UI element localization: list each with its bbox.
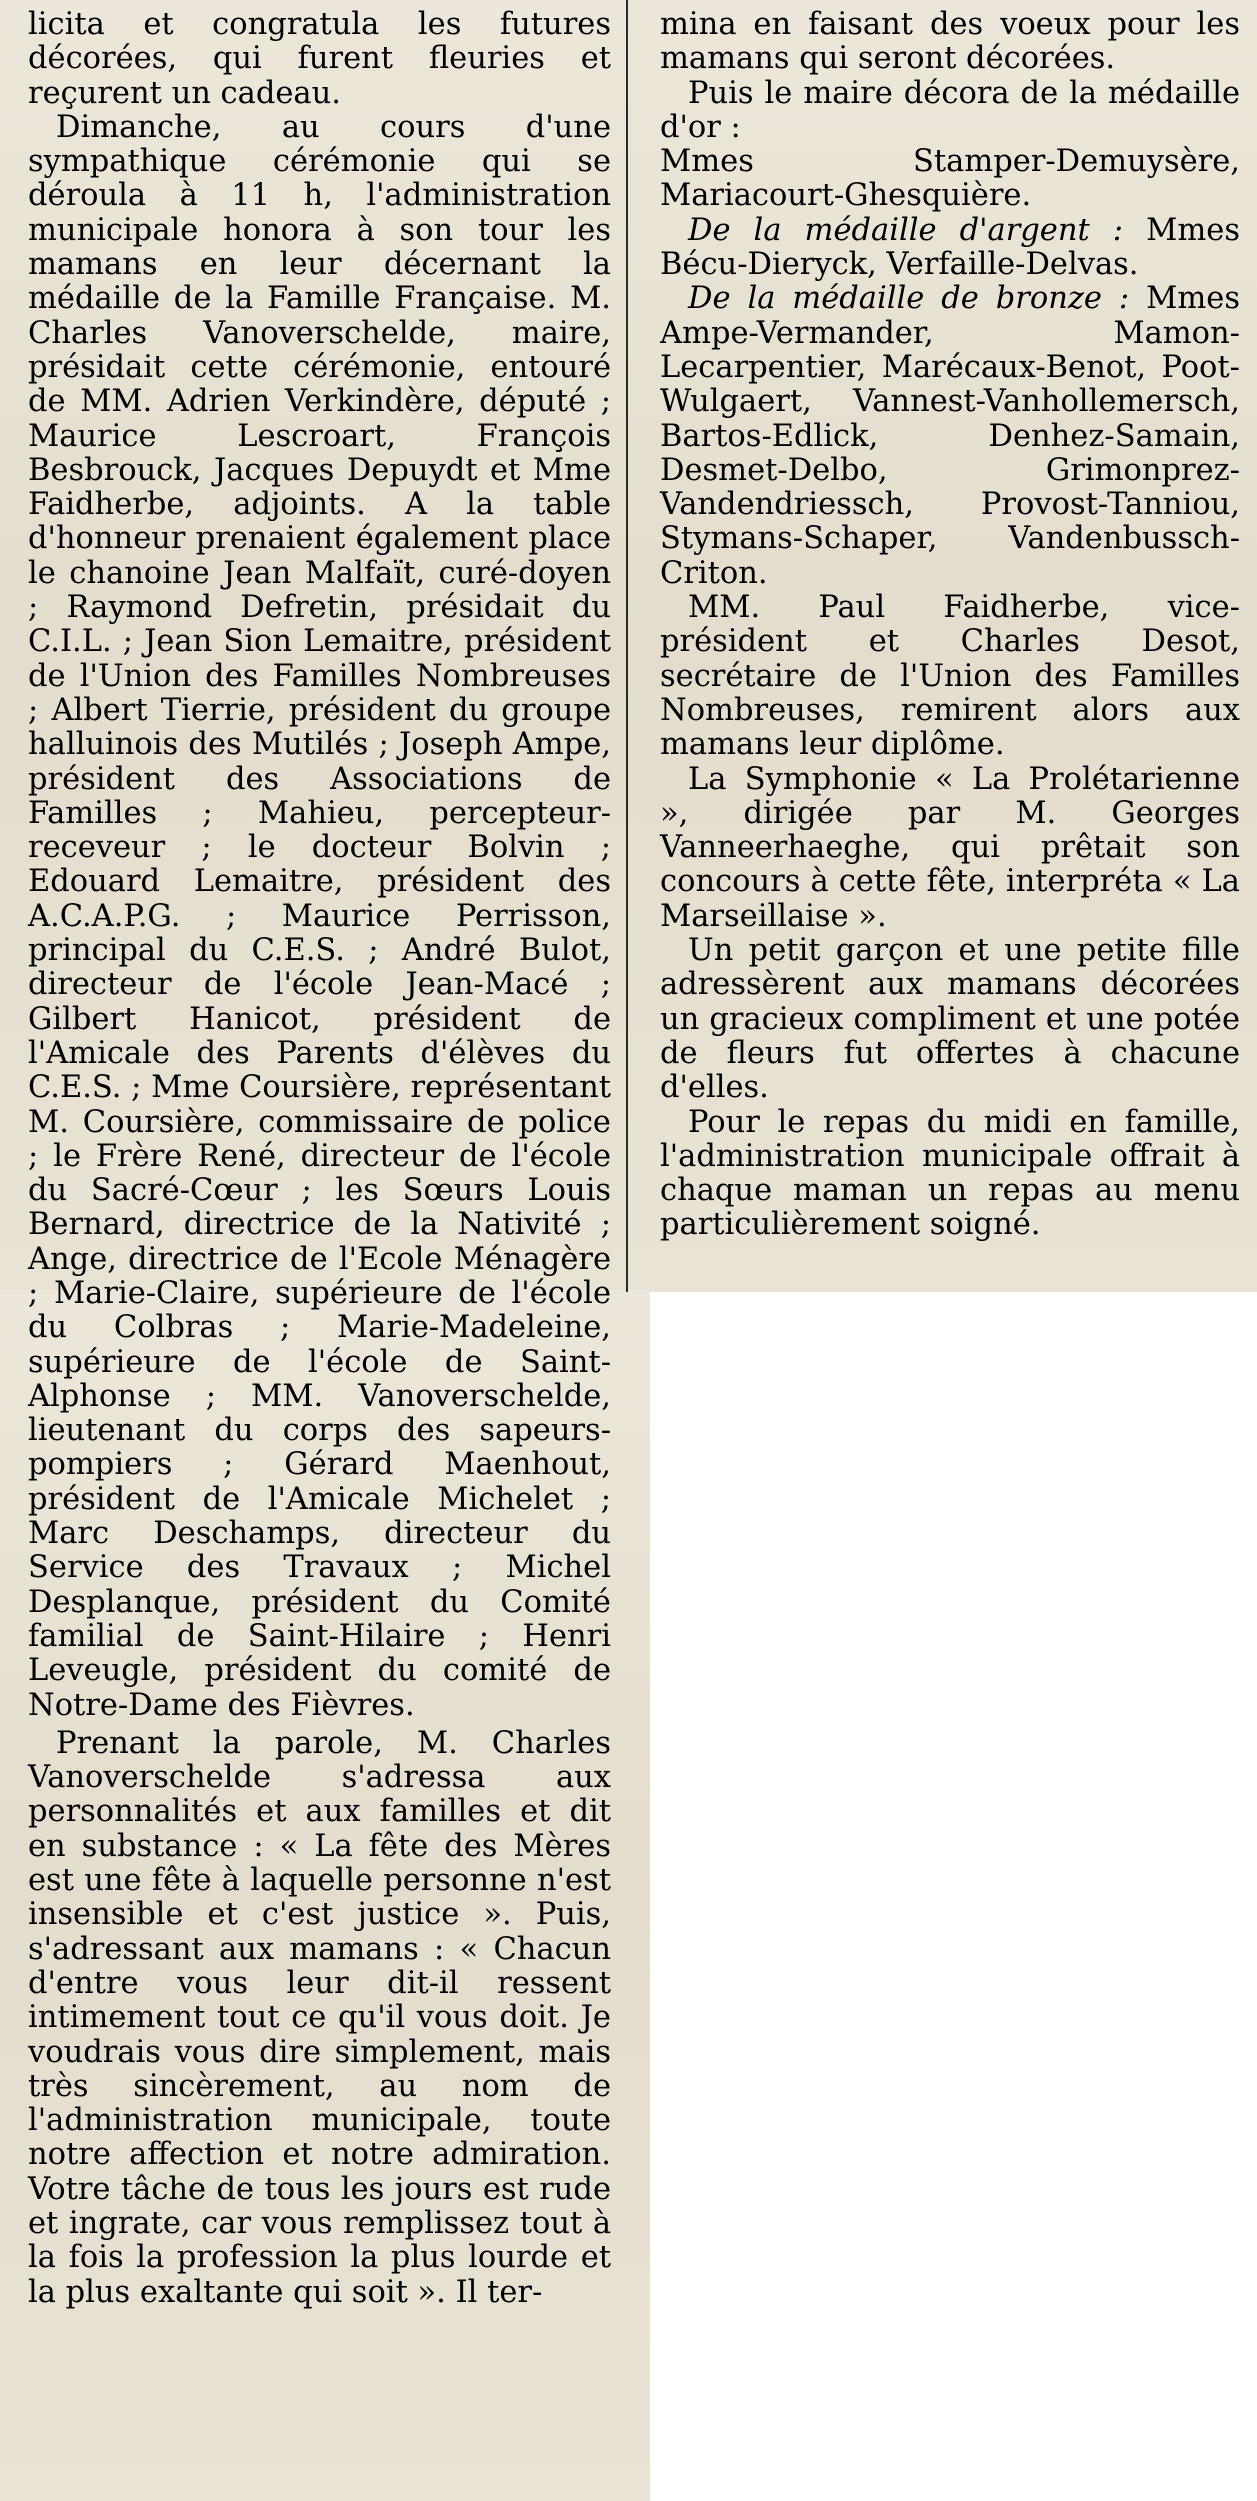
right-paragraph-1: mina en faisant des voeux pour les mamans qui seront décorées. (660, 7, 1240, 77)
column-divider (626, 0, 628, 1292)
left-column (28, 8, 611, 2310)
right-paragraph-4 (660, 214, 1240, 283)
left-paragraph-2: Dimanche, au cours d'une sympathique cérémonie qui se déroula à 11 h, l'administration municipale honora à son tour les mamans en leur décernant la médaille de la Famille Française. M. Charles Vanoverschelde, maire, présidait cette cérémonie, entouré de MM. Adrien Verkindère, député ; Maurice Lescroart, François Besbrouck, Jacques Depuydt et Mme Faidherbe, adjoints. A la table d'honneur prenaient également place le chanoine Jean Malfaït, curé-doyen ; Raymond Defretin, présidait du C.I.L. ; Jean Sion Lemaitre, président de l'Union des Familles Nombreuses ; Albert Tierrie, président du groupe halluinois des Mutilés ; Joseph Ampe, président des Associations de Familles ; Mahieu, percepteur-receveur ; le docteur Bolvin ; Edouard Lemaitre, président des A.C.A.P.G. ; Maurice Perrisson, principal du C.E.S. ; André Bulot, directeur de l'école Jean-Macé ; Gilbert Hanicot, président de l'Amicale des Parents d'élèves du C.E.S. ; Mme Coursière, représentant M. Coursière, commissaire de police ; le Frère René, directeur de l'école du Sacré-Cœur ; les Sœurs Louis Bernard, directrice de la Nativité ; Ange, directrice de l'Ecole Ménagère ; Marie-Claire, supérieure de l'école du Colbras ; Marie-Madeleine, supérieure de l'école de Saint-Alphonse ; MM. Vanoverschelde, lieutenant du corps des sapeurs-pompiers ; Gérard Maenhout, président de l'Amicale Michelet ; Marc Deschamps, directeur du Service des Travaux ; Michel Desplanque, président du Comité familial de Saint-Hilaire ; Henri Leveugle, président du comité de Notre-Dame des Fièvres. (28, 109, 611, 1723)
right-paragraph-5 (660, 282, 1240, 591)
right-paragraph-2: Puis le maire décora de la médaille d'or : (660, 75, 1240, 145)
left-paragraph-1: licita et congratula les futures décorées, qui furent fleuries et reçurent un cadeau. (28, 7, 611, 111)
right-paragraph-3: Mmes Stamper-Demuysère, Mariacourt-Ghesquière. (660, 144, 1240, 214)
right-paragraph-7: La Symphonie « La Prolétarienne », dirigée par M. Georges Vanneerhaeghe, qui prêtait son concours à cette fête, interpréta « La Marseillaise ». (660, 761, 1240, 934)
right-column (660, 8, 1240, 1243)
silver-medal-names: Mmes Bécu-Dieryck, Verfaille-Delvas. (660, 212, 1240, 283)
silver-medal-label: De la médaille d'argent : (688, 212, 1124, 248)
bronze-medal-names: Mmes Ampe-Vermander, Mamon-Lecarpentier, Marécaux-Benot, Poot-Wulgaert, Vannest-Vanhollemersch, Bartos-Edlick, Denhez-Samain, Desmet-Delbo, Grimonprez-Vandendriessch, Provost-Tanniou, Stymans-Schaper, Vandenbussch-Criton. (660, 281, 1240, 591)
right-paragraph-9: Pour le repas du midi en famille, l'administration municipale offrait à chaque maman un repas au menu particulièrement soigné. (660, 1104, 1240, 1243)
left-paragraph-3: Prenant la parole, M. Charles Vanoverschelde s'adressa aux personnalités et aux familles et dit en substance : « La fête des Mères est une fête à laquelle personne n'est insensible et c'est justice ». Puis, s'adressant aux mamans : « Chacun d'entre vous leur dit-il ressent intimement tout ce qu'il vous doit. Je voudrais vous dire simplement, mais très sincèrement, au nom de l'administration municipale, toute notre affection et notre admiration. Votre tâche de tous les jours est rude et ingrate, car vous remplissez tout à la fois la profession la plus lourde et la plus exaltante qui soit ». Il ter- (28, 1725, 611, 2310)
bronze-medal-label: De la médaille de bronze : (688, 281, 1130, 317)
right-paragraph-8: Un petit garçon et une petite fille adressèrent aux mamans décorées un gracieux compliment et une potée de fleurs fut offertes à chacune d'elles. (660, 933, 1240, 1106)
right-paragraph-6: MM. Paul Faidherbe, vice-président et Charles Desot, secrétaire de l'Union des Familles Nombreuses, remirent alors aux mamans leur diplôme. (660, 590, 1240, 763)
